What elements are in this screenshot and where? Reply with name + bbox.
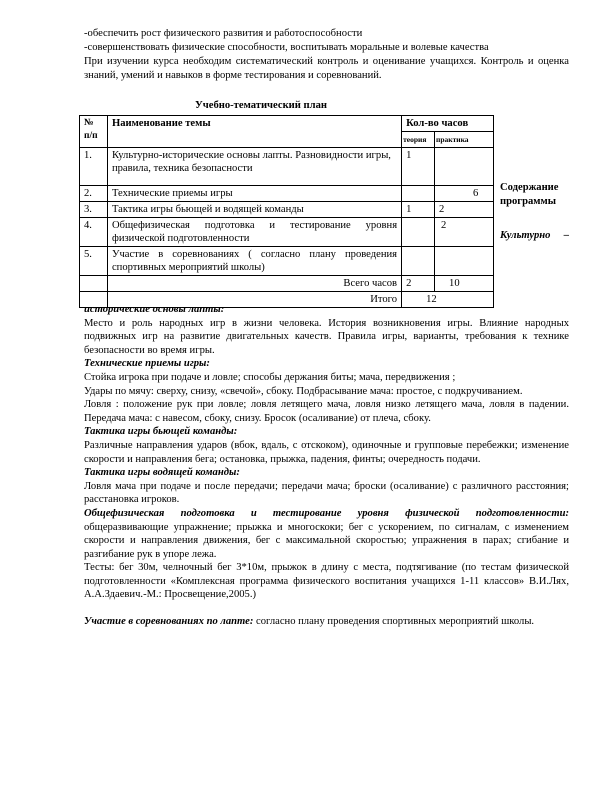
section-text-technique-1: Стойка игрока при подаче и ловле; способы держания биты; мача, передвижения ; bbox=[84, 371, 456, 383]
section-heading-history: исторические основы лапты: bbox=[84, 304, 225, 315]
intro-paragraph: При изучении курса необходим систематический контроль и оценивание учащихся. Контроль и оценка знаний, умений и навыков в форме тестирования и соревнований. bbox=[84, 56, 569, 81]
row-num: 3. bbox=[80, 202, 108, 218]
table-total-row bbox=[80, 276, 494, 292]
table-row bbox=[80, 247, 494, 276]
row-practice: 2 bbox=[435, 218, 494, 247]
section-heading-physical: Общефизическая подготовка и тестирование уровня физической подготовленности: bbox=[84, 507, 569, 519]
grand-total-label: Итого bbox=[107, 292, 401, 308]
section-text-competitions: согласно плану проведения спортивных мероприятий школы. bbox=[253, 616, 535, 628]
table-row bbox=[80, 148, 494, 186]
section-heading-competitions: Участие в соревнованиях по лапте: bbox=[84, 616, 254, 628]
section-heading-batting-tactics: Тактика игры бьющей команды: bbox=[84, 426, 238, 438]
side-fragment: Культурно – bbox=[500, 230, 569, 241]
section-text-history: Место и роль народных игр в жизни человека. История возникновения игры. Влияние народных подвижных игр на развитие двигательных качеств. Правила игры, варианты, требования к технике безопасности во время игры. bbox=[84, 317, 569, 356]
side-heading-1: Содержание bbox=[500, 182, 559, 193]
side-heading-2: программы bbox=[500, 196, 556, 207]
row-name: Культурно-исторические основы лапты. Разновидности игры, правила, техника безопасности bbox=[107, 148, 401, 186]
table-row bbox=[80, 218, 494, 247]
program-content bbox=[84, 303, 569, 629]
section-heading-fielding-tactics: Тактика игры водящей команды: bbox=[84, 467, 240, 479]
row-name: Технические приемы игры bbox=[107, 186, 401, 202]
row-name: Участие в соревнованиях ( согласно плану проведения спортивных мероприятий школы) bbox=[107, 247, 401, 276]
row-name: Общефизическая подготовка и тестирование уровня физической подготовленности bbox=[107, 218, 401, 247]
grand-total-value: 12 bbox=[402, 292, 494, 308]
section-text-physical: общеразвивающие упражнение; прыжка и многоскоки; бег с ускорением, по сигналам, с изменением скорости и направления движения, бег с максимальной скоростью; упражнения в парах; сгибание и разгибание рук в упоре лежа. bbox=[84, 521, 569, 560]
section-text-batting-tactics: Различные направления ударов (вбок, вдаль, с отскоком), одиночные и групповые перебежки; изменение скорости и направления бега; остановка, прыжка, падения, финты; очередность подачи. bbox=[84, 439, 569, 465]
row-practice: 2 bbox=[435, 202, 494, 218]
row-theory bbox=[402, 186, 435, 202]
row-theory bbox=[402, 218, 435, 247]
row-theory bbox=[402, 247, 435, 276]
section-heading-technique: Технические приемы игры: bbox=[84, 358, 210, 370]
table-row bbox=[80, 202, 494, 218]
section-text-fielding-tactics: Ловля мача при подаче и после передачи; передачи мача; броски (осаливание) с различного расстояния; расстановка игроков. bbox=[84, 480, 569, 506]
row-theory: 1 bbox=[402, 202, 435, 218]
section-text-tests: Тесты: бег 30м, челночный бег 3*10м, прыжок в длину с места, подтягивание (по тестам физической подготовленности «Комплексная программа физического воспитания учащихся 1-11 классов» В.И.Лях, А.А.Здаевич.-М.: Просвещение,2005.) bbox=[84, 562, 569, 601]
header-theory: теория bbox=[402, 132, 435, 148]
row-name: Тактика игры бьющей и водящей команды bbox=[107, 202, 401, 218]
header-hours: Кол-во часов bbox=[402, 116, 494, 132]
total-label: Всего часов bbox=[107, 276, 401, 292]
row-num: 4. bbox=[80, 218, 108, 247]
header-name: Наименование темы bbox=[107, 116, 401, 148]
plan-table bbox=[79, 115, 494, 308]
table-header-row bbox=[80, 116, 494, 132]
plan-title: Учебно-тематический план bbox=[195, 100, 327, 111]
row-num: 2. bbox=[80, 186, 108, 202]
row-num: 5. bbox=[80, 247, 108, 276]
total-theory: 2 bbox=[402, 276, 435, 292]
section-competitions bbox=[84, 615, 569, 629]
row-practice bbox=[435, 148, 494, 186]
table-row bbox=[80, 186, 494, 202]
section-physical-training bbox=[84, 507, 569, 561]
row-practice: 6 bbox=[435, 186, 494, 202]
row-num: 1. bbox=[80, 148, 108, 186]
section-text-technique-3: Ловля : положение рук при ловле; ловля летящего мача, ловля низко летящего мача, ловля в падении. Передача мача: с навесом, сбоку, снизу. Бросок (осаливание) от плеча, сбоку. bbox=[84, 399, 569, 424]
intro-line-1: -обеспечить рост физического развития и работоспособности bbox=[84, 28, 363, 39]
section-text-technique-2: Удары по мячу: сверху, снизу, «свечой», сбоку. Подбрасывание мача: простое, с подкручиванием. bbox=[84, 385, 523, 397]
total-practice: 10 bbox=[435, 276, 494, 292]
row-theory: 1 bbox=[402, 148, 435, 186]
header-num: № п/п bbox=[80, 116, 108, 148]
intro-line-2: -совершенствовать физические способности, воспитывать моральные и волевые качества bbox=[84, 42, 489, 53]
row-practice bbox=[435, 247, 494, 276]
header-practice: практика bbox=[435, 132, 494, 148]
